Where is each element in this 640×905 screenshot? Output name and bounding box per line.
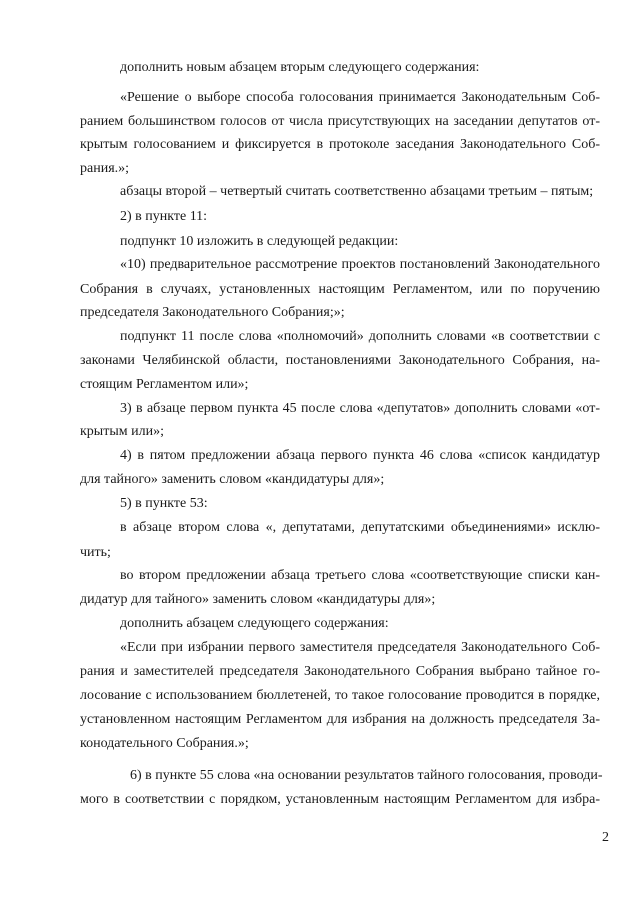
text-line: дидатур для тайного» заменить словом «кандидатуры для»; (80, 592, 436, 607)
text-line: 6) в пункте 55 слова «на основании результатов тайного голосования, проводи- (130, 768, 603, 783)
text-line: рания и заместителей председателя Законодательного Собрания выбрано тайное го- (80, 664, 600, 679)
text-line: «Решение о выборе способа голосования принимается Законодательным Соб- (120, 90, 600, 105)
text-line: крытым или»; (80, 424, 164, 439)
text-line: «10) предварительное рассмотрение проектов постановлений Законодательного (120, 257, 600, 272)
text-line: стоящим Регламентом или»; (80, 377, 249, 392)
text-line: конодательного Собрания.»; (80, 736, 249, 751)
text-line: 5) в пункте 53: (120, 496, 208, 511)
text-line: дополнить абзацем следующего содержания: (120, 616, 389, 631)
text-line: крытым голосованием и фиксируется в протоколе заседания Законодательного Соб- (80, 137, 600, 152)
text-line: 3) в абзаце первом пункта 45 после слова «депутатов» дополнить словами «от- (120, 401, 600, 416)
text-line: «Если при избрании первого заместителя председателя Законодательного Соб- (120, 640, 600, 655)
text-line: абзацы второй – четвертый считать соответственно абзацами третьим – пятым; (120, 184, 594, 199)
text-line: 4) в пятом предложении абзаца первого пункта 46 слова «список кандидатур (120, 448, 600, 463)
text-line: дополнить новым абзацем вторым следующего содержания: (120, 60, 480, 75)
text-line: чить; (80, 545, 111, 560)
text-line: мого в соответствии с порядком, установленным настоящим Регламентом для избра- (80, 792, 600, 807)
text-line: для тайного» заменить словом «кандидатуры для»; (80, 472, 385, 487)
text-line: подпункт 10 изложить в следующей редакции: (120, 234, 399, 249)
text-line: рания.»; (80, 161, 130, 176)
text-line: лосование с использованием бюллетеней, то такое голосование проводится в порядке, (80, 688, 600, 703)
text-line: установленном настоящим Регламентом для избрания на должность председателя За- (80, 712, 600, 727)
text-line: подпункт 11 после слова «полномочий» дополнить словами «в соответствии с (120, 329, 600, 344)
text-line: во втором предложении абзаца третьего слова «соответствующие списки кан- (120, 568, 600, 583)
text-line: 2) в пункте 11: (120, 209, 208, 224)
text-line: законами Челябинской области, постановлениями Законодательного Собрания, на- (80, 353, 600, 368)
text-line: ранием большинством голосов от числа присутствующих на заседании депутатов от- (80, 114, 600, 129)
text-line: председателя Законодательного Собрания;»; (80, 305, 345, 320)
text-line: Собрания в случаях, установленных настоящим Регламентом, или по поручению (80, 282, 600, 297)
page-number: 2 (602, 830, 609, 845)
text-line: в абзаце втором слова «, депутатами, депутатскими объединениями» исклю- (120, 520, 600, 535)
